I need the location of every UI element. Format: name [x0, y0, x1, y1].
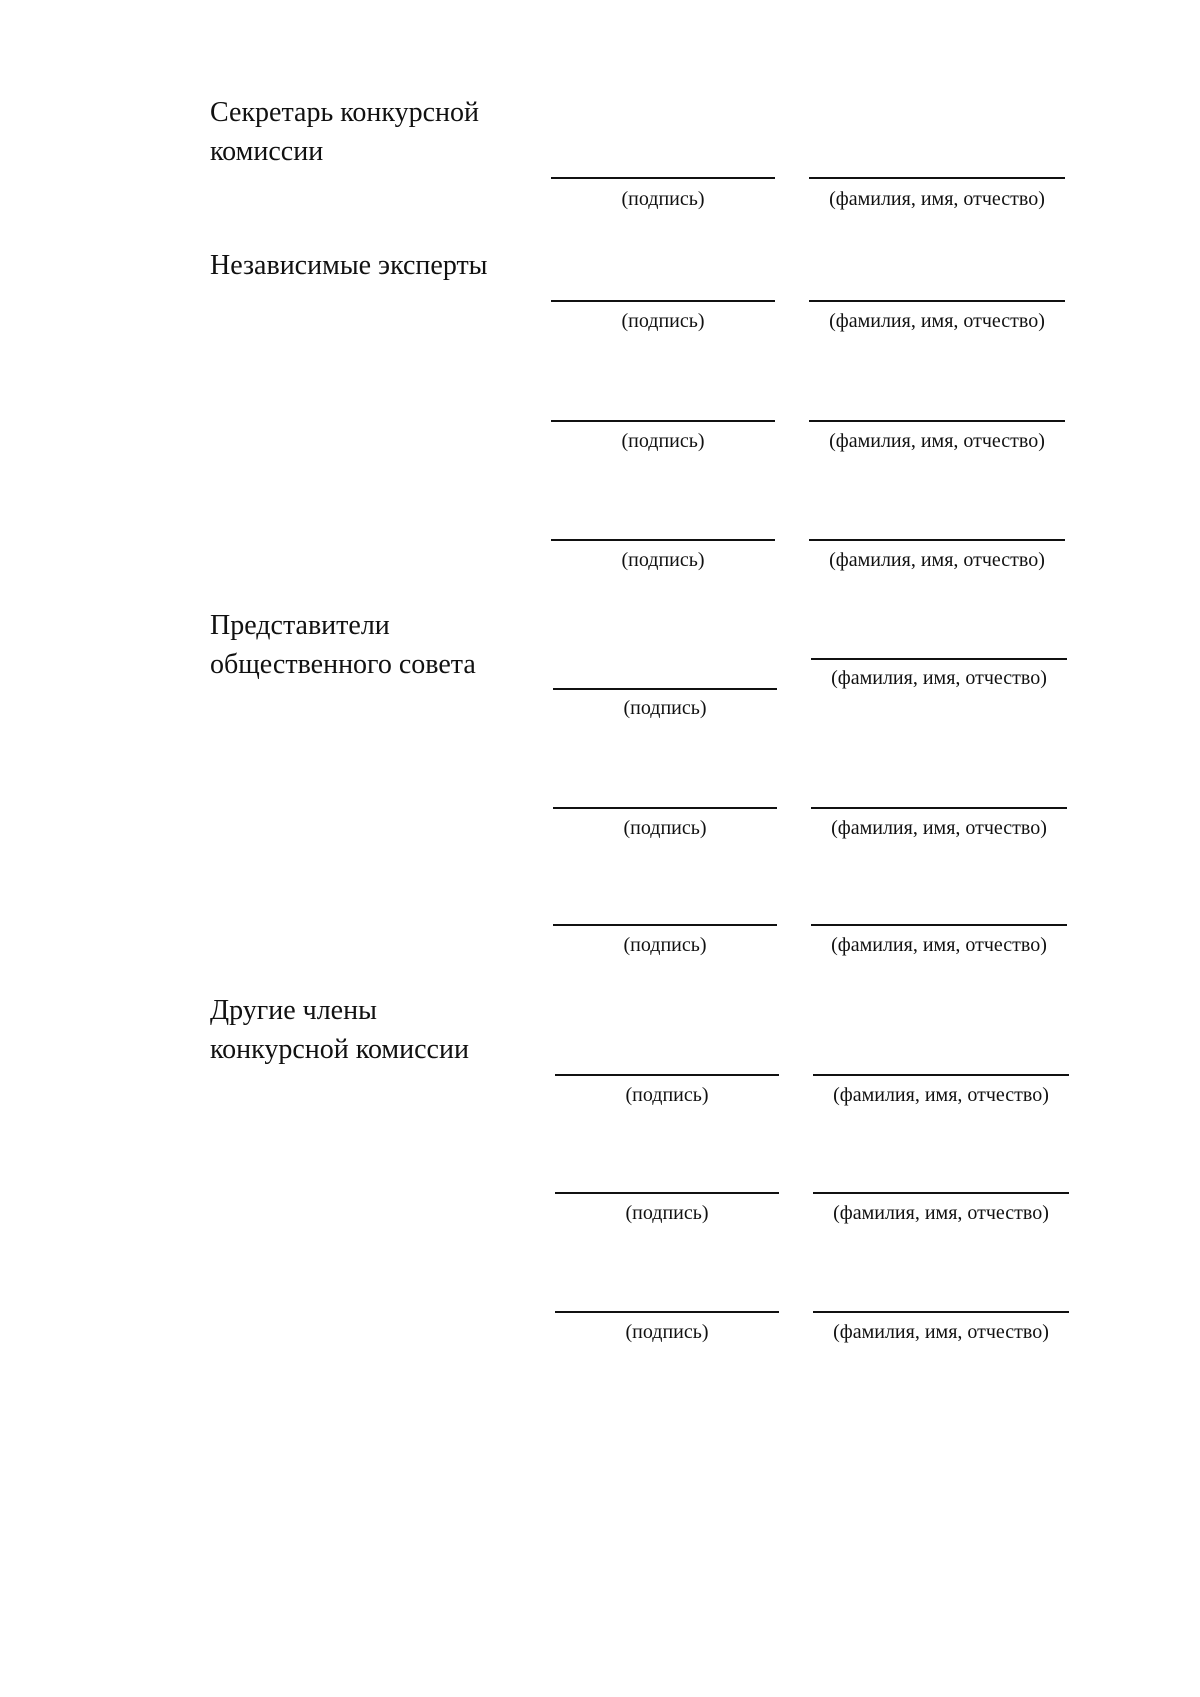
signature-line[interactable] [551, 177, 775, 179]
section-title-secretary [210, 93, 530, 171]
full-name-caption: (фамилия, имя, отчество) [829, 549, 1045, 571]
full-name-line[interactable] [811, 658, 1067, 660]
signature-line[interactable] [555, 1311, 779, 1313]
full-name-line[interactable] [813, 1311, 1069, 1313]
full-name-caption: (фамилия, имя, отчество) [833, 1321, 1049, 1343]
signature-line[interactable] [555, 1074, 779, 1076]
full-name-line[interactable] [809, 177, 1065, 179]
full-name-caption: (фамилия, имя, отчество) [831, 817, 1047, 839]
full-name-caption: (фамилия, имя, отчество) [833, 1084, 1049, 1106]
signature-caption: (подпись) [625, 1084, 709, 1106]
signature-caption: (подпись) [621, 188, 705, 210]
full-name-caption: (фамилия, имя, отчество) [833, 1202, 1049, 1224]
full-name-line[interactable] [809, 420, 1065, 422]
full-name-caption: (фамилия, имя, отчество) [829, 310, 1045, 332]
signature-caption: (подпись) [621, 430, 705, 452]
section-title-line: Другие члены [210, 995, 377, 1026]
section-title-line: Независимые эксперты [210, 250, 488, 281]
section-title-line: комиссии [210, 136, 324, 167]
signature-caption: (подпись) [623, 817, 707, 839]
signature-caption: (подпись) [623, 934, 707, 956]
signature-line[interactable] [553, 807, 777, 809]
full-name-caption: (фамилия, имя, отчество) [831, 934, 1047, 956]
signature-line[interactable] [555, 1192, 779, 1194]
full-name-line[interactable] [809, 300, 1065, 302]
section-title-line: общественного совета [210, 649, 476, 680]
signature-line[interactable] [553, 688, 777, 690]
section-title-experts [210, 246, 530, 285]
signature-caption: (подпись) [623, 697, 707, 719]
section-title-line: Представители [210, 610, 390, 641]
section-title-line: конкурсной комиссии [210, 1034, 469, 1065]
full-name-line[interactable] [809, 539, 1065, 541]
signature-caption: (подпись) [625, 1321, 709, 1343]
full-name-line[interactable] [811, 807, 1067, 809]
full-name-caption: (фамилия, имя, отчество) [829, 430, 1045, 452]
signature-line[interactable] [551, 420, 775, 422]
section-title-other-members [210, 991, 530, 1069]
signature-caption: (подпись) [621, 549, 705, 571]
full-name-line[interactable] [811, 924, 1067, 926]
full-name-caption: (фамилия, имя, отчество) [829, 188, 1045, 210]
signature-line[interactable] [551, 539, 775, 541]
signature-caption: (подпись) [621, 310, 705, 332]
signature-line[interactable] [551, 300, 775, 302]
signature-caption: (подпись) [625, 1202, 709, 1224]
section-title-public-council [210, 606, 530, 684]
full-name-caption: (фамилия, имя, отчество) [831, 667, 1047, 689]
signature-line[interactable] [553, 924, 777, 926]
full-name-line[interactable] [813, 1074, 1069, 1076]
section-title-line: Секретарь конкурсной [210, 97, 480, 128]
full-name-line[interactable] [813, 1192, 1069, 1194]
